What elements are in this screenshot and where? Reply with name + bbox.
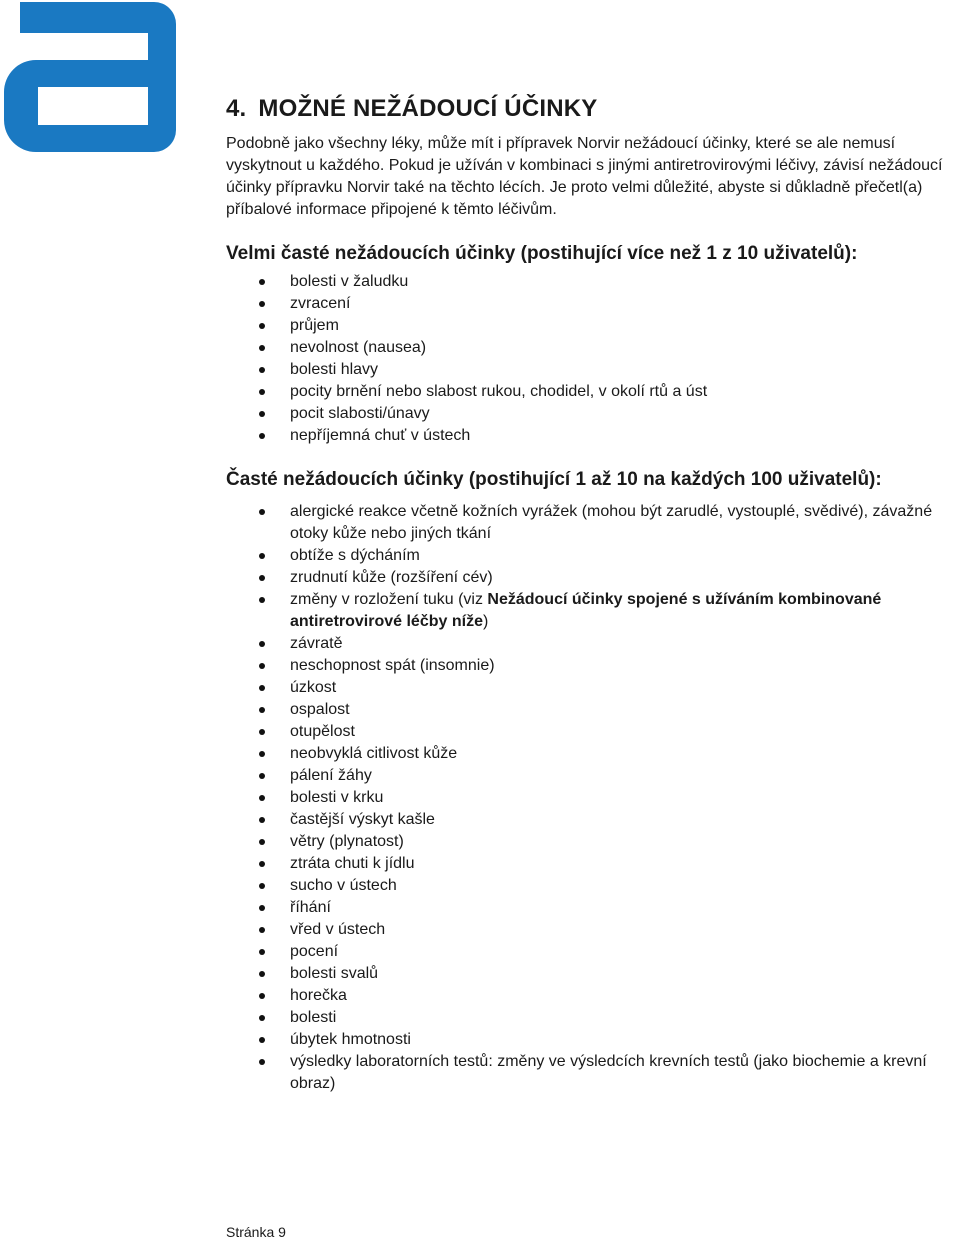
fat-item-prefix: změny v rozložení tuku (viz — [290, 591, 488, 608]
list-item: ztráta chuti k jídlu — [226, 853, 956, 875]
very-common-list — [226, 271, 956, 447]
list-item: bolesti svalů — [226, 963, 956, 985]
list-item: zvracení — [226, 293, 956, 315]
list-item: bolesti — [226, 1007, 956, 1029]
common-list — [226, 501, 956, 1095]
list-item: úbytek hmotnosti — [226, 1029, 956, 1051]
list-item: ospalost — [226, 699, 956, 721]
list-item: říhání — [226, 897, 956, 919]
intro-paragraph: Podobně jako všechny léky, může mít i přípravek Norvir nežádoucí účinky, které se ale nemusí vyskytnout u každého. Pokud je užíván v kombinaci s jinými antiretrovirovými léčivy, závisí nežádoucí účinky přípravku Norvir také na těchto lécích. Je proto velmi důležité, abyste si důkladně přečetl(a) příbalové informace připojené k těmto léčivům. — [226, 135, 943, 218]
list-item: vřed v ústech — [226, 919, 956, 941]
list-item: větry (plynatost) — [226, 831, 956, 853]
section-title-text: MOŽNÉ NEŽÁDOUCÍ ÚČINKY — [258, 95, 598, 122]
list-item: bolesti hlavy — [226, 359, 956, 381]
common-heading: Časté nežádoucích účinky (postihující 1 až 10 na každých 100 uživatelů): — [226, 469, 882, 490]
page-number: Stránka 9 — [226, 1224, 286, 1240]
list-item: nevolnost (nausea) — [226, 337, 956, 359]
very-common-heading: Velmi časté nežádoucích účinky (postihující více než 1 z 10 uživatelů): — [226, 243, 858, 264]
list-item: zrudnutí kůže (rozšíření cév) — [226, 567, 956, 589]
list-item: pocit slabosti/únavy — [226, 403, 956, 425]
list-item: výsledky laboratorních testů: změny ve výsledcích krevních testů (jako biochemie a krevní obraz) — [226, 1051, 956, 1095]
list-item: obtíže s dýcháním — [226, 545, 956, 567]
fat-item-reference: Nežádoucí účinky spojené s užíváním kombinované antiretrovirové léčby níže — [290, 591, 882, 630]
list-item: neschopnost spát (insomnie) — [226, 655, 956, 677]
list-item: častější výskyt kašle — [226, 809, 956, 831]
list-item: bolesti v krku — [226, 787, 956, 809]
list-item: otupělost — [226, 721, 956, 743]
list-item: úzkost — [226, 677, 956, 699]
fat-item-suffix: ) — [482, 613, 489, 630]
list-item: sucho v ústech — [226, 875, 956, 897]
section-number: 4. — [226, 95, 247, 122]
list-item: neobvyklá citlivost kůže — [226, 743, 956, 765]
list-item: pálení žáhy — [226, 765, 956, 787]
list-item: horečka — [226, 985, 956, 1007]
list-item: alergické reakce včetně kožních vyrážek (mohou být zarudlé, vystouplé, svědivé), závažné otoky kůže nebo jiných tkání — [226, 501, 956, 545]
list-item: pocity brnění nebo slabost rukou, chodidel, v okolí rtů a úst — [226, 381, 956, 403]
list-item: závratě — [226, 633, 956, 655]
list-item: pocení — [226, 941, 956, 963]
list-item-fat-redistribution — [226, 589, 956, 633]
abbott-logo-icon — [2, 2, 188, 152]
section-title — [226, 95, 956, 123]
list-item: nepříjemná chuť v ústech — [226, 425, 956, 447]
list-item: bolesti v žaludku — [226, 271, 956, 293]
list-item: průjem — [226, 315, 956, 337]
main-content — [226, 95, 956, 1095]
